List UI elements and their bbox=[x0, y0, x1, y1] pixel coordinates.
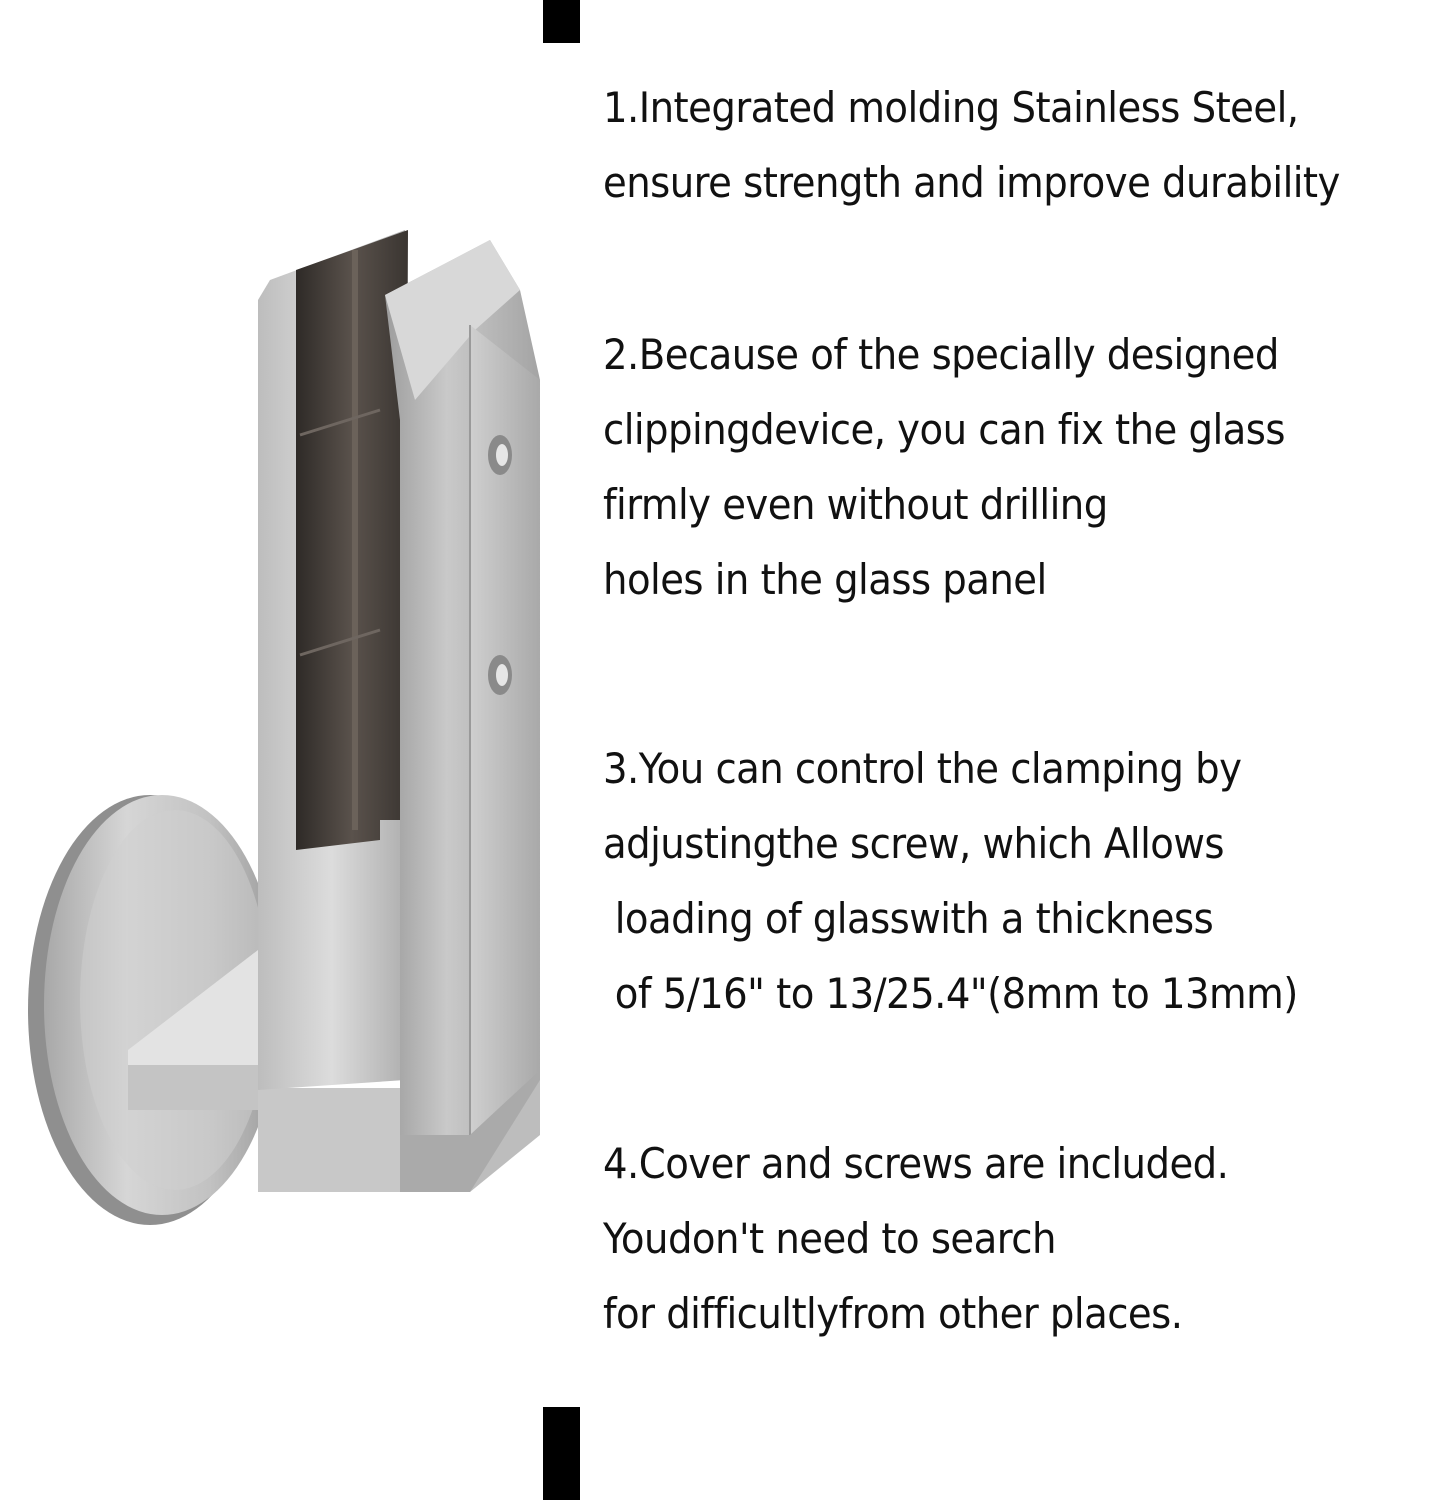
feature-3 bbox=[603, 731, 1298, 1031]
clamp-body bbox=[258, 230, 408, 1090]
clamp-front-plate bbox=[385, 240, 540, 1192]
glass-clamp-product-image bbox=[0, 200, 580, 1250]
bottom-divider-bar bbox=[543, 1407, 580, 1500]
screw-bottom bbox=[488, 655, 512, 695]
feature-2-line-2: clippingdevice, you can fix the glass bbox=[603, 405, 1285, 454]
feature-1-line-2: ensure strength and improve durability bbox=[603, 158, 1340, 207]
feature-1 bbox=[603, 70, 1340, 220]
feature-3-line-2: adjustingthe screw, which Allows bbox=[603, 819, 1224, 868]
feature-3-line-4: of 5/16" to 13/25.4"(8mm to 13mm) bbox=[603, 969, 1298, 1018]
screw-top bbox=[488, 435, 512, 475]
top-divider-bar bbox=[543, 0, 580, 43]
feature-4-line-1: 4.Cover and screws are included. bbox=[603, 1139, 1229, 1188]
bottom-plate-left bbox=[258, 1088, 400, 1192]
feature-4-line-2: Youdon't need to search bbox=[603, 1214, 1056, 1263]
feature-2-line-3: firmly even without drilling bbox=[603, 480, 1108, 529]
feature-3-line-1: 3.You can control the clamping by bbox=[603, 744, 1242, 793]
feature-2-line-4: holes in the glass panel bbox=[603, 555, 1047, 604]
feature-4 bbox=[603, 1126, 1228, 1351]
feature-1-line-1: 1.Integrated molding Stainless Steel, bbox=[603, 83, 1299, 132]
feature-4-line-3: for difficultlyfrom other places. bbox=[603, 1289, 1183, 1338]
feature-3-line-3: loading of glasswith a thickness bbox=[603, 894, 1214, 943]
feature-2 bbox=[603, 317, 1285, 617]
feature-2-line-1: 2.Because of the specially designed bbox=[603, 330, 1279, 379]
